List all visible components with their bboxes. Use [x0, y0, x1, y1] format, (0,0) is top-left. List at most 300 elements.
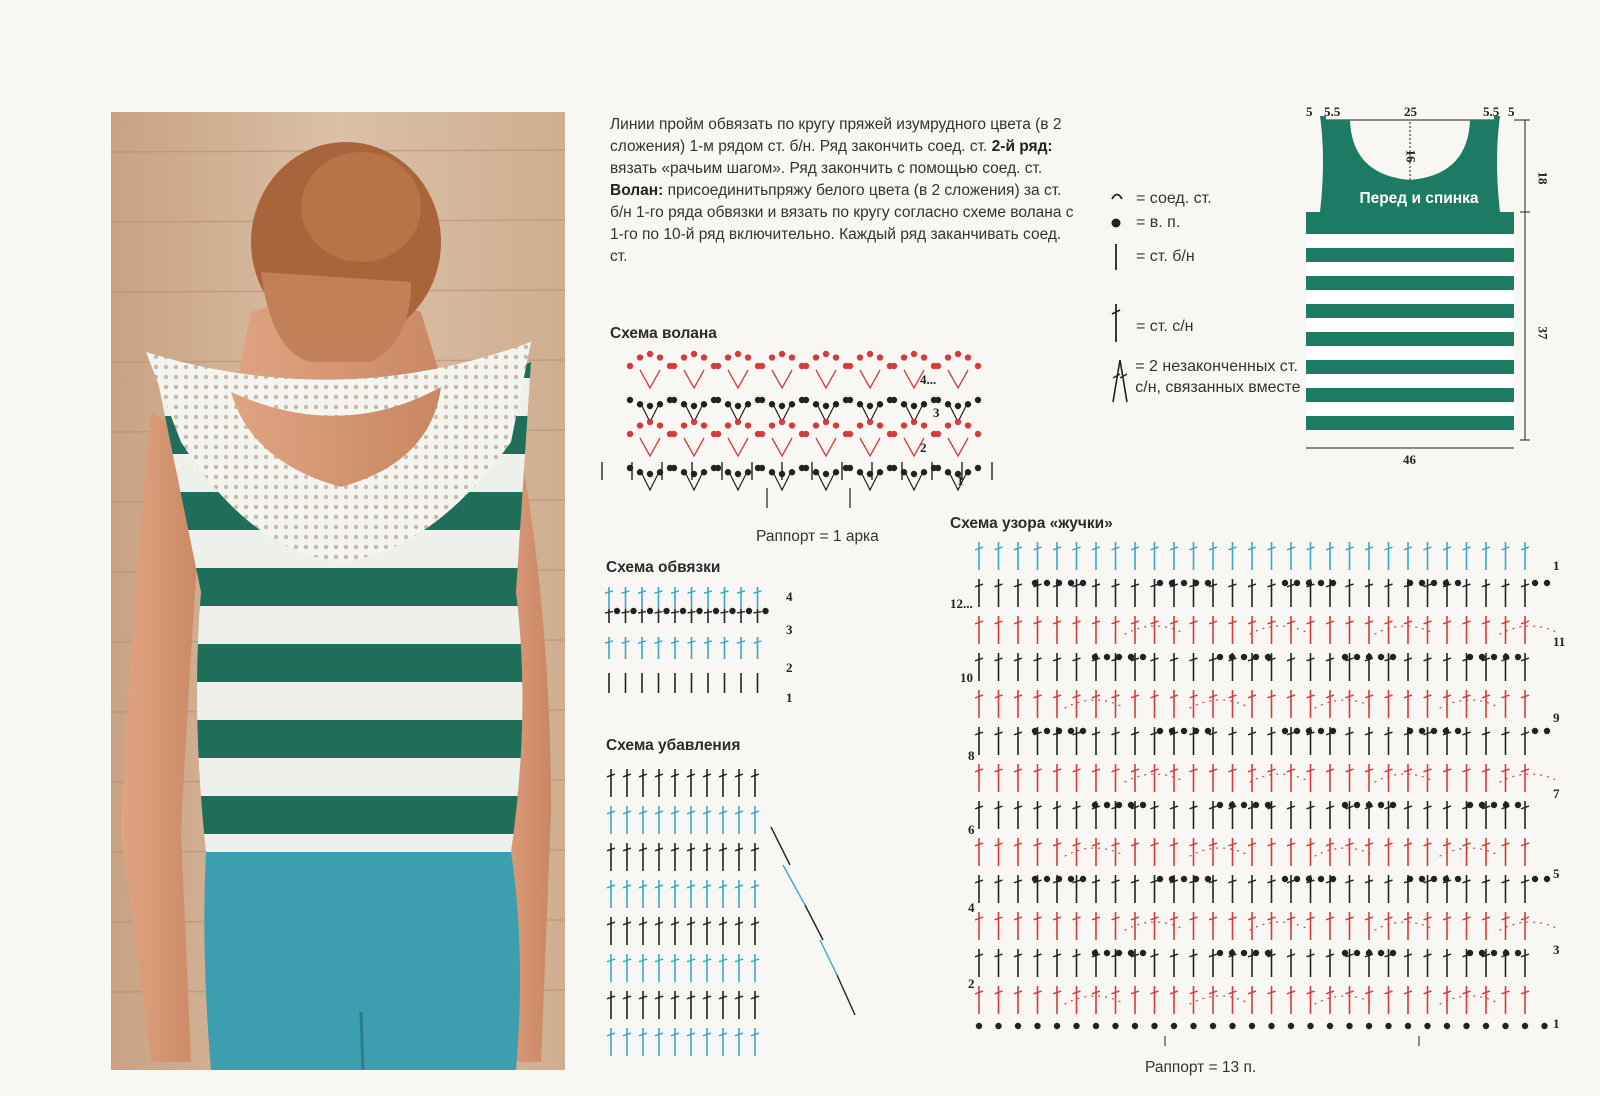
beetle-arc — [1440, 996, 1500, 1004]
beetle-arc — [1190, 700, 1250, 708]
chain-stitch — [1491, 950, 1497, 956]
ruffle-row-label: 4... — [920, 372, 937, 387]
decrease-diagonal — [805, 905, 823, 940]
chain-stitch — [745, 354, 751, 360]
chain-stitch — [813, 422, 819, 428]
chain-stitch — [735, 419, 741, 425]
chain-stitch — [1171, 1023, 1177, 1029]
chain-stitch — [1479, 950, 1485, 956]
chain-stitch — [1463, 1023, 1469, 1029]
chain-stitch — [833, 354, 839, 360]
chain-stitch — [975, 363, 981, 369]
model-photo — [111, 112, 565, 1070]
double-crochet-bar — [754, 612, 762, 613]
beetle-row-label-left: 8 — [968, 748, 975, 763]
garment-label: Перед и спинка — [1359, 190, 1479, 207]
single-crochet-icon — [1110, 242, 1136, 277]
chain-stitch — [1378, 802, 1384, 808]
chain-stitch — [867, 351, 873, 357]
edging-row-label: 3 — [786, 622, 793, 637]
chain-stitch — [833, 422, 839, 428]
chain-stitch — [1044, 876, 1050, 882]
chain-stitch — [1140, 950, 1146, 956]
chain-stitch — [1068, 876, 1074, 882]
ruffle-fan — [948, 438, 968, 456]
ruffle-fan — [728, 370, 748, 388]
chain-icon — [1110, 212, 1136, 235]
decrease-diagonal — [771, 827, 790, 865]
chain-stitch — [975, 465, 981, 471]
chain-stitch — [955, 403, 961, 409]
chain-stitch — [1068, 728, 1074, 734]
chain-stitch — [1205, 580, 1211, 586]
chain-stitch — [1092, 802, 1098, 808]
chain-stitch — [701, 354, 707, 360]
chain-stitch — [759, 397, 765, 403]
instructions-ruffle-label: Волан: — [610, 182, 664, 199]
chain-stitch — [759, 363, 765, 369]
ruffle-row-label: 2 — [920, 440, 927, 455]
chain-stitch — [1503, 950, 1509, 956]
chain-stitch — [867, 419, 873, 425]
chain-stitch — [779, 403, 785, 409]
chain-stitch — [1306, 876, 1312, 882]
chain-stitch — [1467, 950, 1473, 956]
chain-stitch — [1253, 950, 1259, 956]
chain-stitch — [1217, 654, 1223, 660]
chain-stitch — [1405, 1023, 1411, 1029]
decrease-chart — [605, 765, 875, 1075]
chain-stitch — [1128, 802, 1134, 808]
chain-stitch — [725, 354, 731, 360]
beetle-arc — [1440, 700, 1500, 708]
chain-stitch — [1467, 654, 1473, 660]
chain-stitch — [1541, 1023, 1547, 1029]
symbol-legend — [1110, 188, 1310, 426]
chain-stitch — [975, 397, 981, 403]
chain-stitch — [647, 471, 653, 477]
ruffle-fan — [860, 438, 880, 456]
beetle-row-label-left: 10 — [960, 670, 973, 685]
chain-stitch — [867, 403, 873, 409]
beetle-arc — [1440, 848, 1500, 856]
chain-stitch — [746, 608, 752, 614]
chain-stitch — [1282, 580, 1288, 586]
chain-stitch — [715, 397, 721, 403]
chain-stitch — [921, 354, 927, 360]
chain-stitch — [681, 354, 687, 360]
chain-stitch — [1346, 1023, 1352, 1029]
chain-stitch — [1544, 728, 1550, 734]
chain-stitch — [691, 419, 697, 425]
ruffle-row-label: 3 — [933, 405, 940, 420]
chain-stitch — [823, 351, 829, 357]
beetle-row-label-right: 7 — [1553, 786, 1560, 801]
chain-stitch — [1193, 580, 1199, 586]
chain-stitch — [1104, 802, 1110, 808]
chain-stitch — [1330, 728, 1336, 734]
chain-stitch — [1210, 1023, 1216, 1029]
garment-diagram — [1300, 100, 1560, 480]
chain-stitch — [663, 608, 669, 614]
chain-stitch — [1419, 876, 1425, 882]
chain-stitch — [1483, 1023, 1489, 1029]
chain-stitch — [1032, 728, 1038, 734]
instructions-p1: Линии пройм обвязать по кругу пряжей изумрудного цвета (в 2 сложения) 1-м рядом ст. б/н. Ряд закончить соед. ст. — [610, 116, 1062, 155]
chain-stitch — [1056, 876, 1062, 882]
ruffle-repeat: Раппорт = 1 арка — [756, 528, 879, 545]
double-crochet-bar — [671, 612, 679, 613]
chain-stitch — [1104, 654, 1110, 660]
chain-stitch — [1378, 654, 1384, 660]
chain-stitch — [1112, 1023, 1118, 1029]
chain-stitch — [1217, 950, 1223, 956]
chain-stitch — [1044, 728, 1050, 734]
chain-stitch — [1032, 876, 1038, 882]
dim-top-3: 25 — [1404, 104, 1417, 119]
chain-stitch — [1455, 580, 1461, 586]
chain-stitch — [847, 431, 853, 437]
ruffle-fan — [640, 370, 660, 388]
edging-title: Схема обвязки — [606, 559, 721, 576]
chain-stitch — [1034, 1023, 1040, 1029]
chain-stitch — [1366, 654, 1372, 660]
chain-stitch — [1515, 654, 1521, 660]
dim-width: 46 — [1403, 452, 1416, 467]
chain-stitch — [769, 354, 775, 360]
chain-stitch — [1265, 654, 1271, 660]
chain-stitch — [671, 431, 677, 437]
beetle-arc — [1250, 626, 1310, 634]
chain-stitch — [1282, 876, 1288, 882]
chain-stitch — [735, 403, 741, 409]
chain-stitch — [657, 422, 663, 428]
ruffle-fan — [816, 370, 836, 388]
chain-stitch — [1288, 1023, 1294, 1029]
chain-stitch — [1327, 1023, 1333, 1029]
ruffle-title: Схема волана — [610, 325, 717, 342]
ruffle-row-label: 1 — [957, 473, 964, 488]
chain-stitch — [1354, 802, 1360, 808]
chain-stitch — [1205, 876, 1211, 882]
instructions-text — [610, 114, 1075, 268]
chain-stitch — [955, 419, 961, 425]
instructions-p2: присоединитьпряжу белого цвета (в 2 сложения) за ст. б/н 1-го ряда обвязки и вязать по кругу согласно схеме волана с 1-го по 10-й ряд включительно. Каждый ряд заканчивать соед. ст. — [610, 182, 1074, 265]
ruffle-chart — [600, 350, 1040, 520]
chain-stitch — [1467, 802, 1473, 808]
chain-stitch — [1522, 1023, 1528, 1029]
decrease-diagonal — [783, 865, 805, 905]
chain-stitch — [935, 397, 941, 403]
chain-stitch — [877, 422, 883, 428]
chain-stitch — [691, 351, 697, 357]
chain-stitch — [955, 351, 961, 357]
chain-stitch — [1294, 580, 1300, 586]
chain-stitch — [1366, 950, 1372, 956]
chain-stitch — [823, 403, 829, 409]
chain-stitch — [681, 422, 687, 428]
chain-stitch — [1491, 654, 1497, 660]
chain-stitch — [1181, 580, 1187, 586]
chain-stitch — [1390, 654, 1396, 660]
chain-stitch — [745, 422, 751, 428]
chain-stitch — [1330, 876, 1336, 882]
chain-stitch — [762, 608, 768, 614]
chain-stitch — [1342, 950, 1348, 956]
chain-stitch — [1502, 1023, 1508, 1029]
double-crochet-bar — [605, 612, 613, 613]
chain-stitch — [637, 354, 643, 360]
dim-top-4: 5.5 — [1483, 104, 1500, 119]
edging-row-label: 2 — [786, 660, 793, 675]
chain-stitch — [614, 608, 620, 614]
chain-stitch — [847, 363, 853, 369]
chain-stitch — [995, 1023, 1001, 1029]
chain-stitch — [1443, 876, 1449, 882]
beetle-arc — [1250, 774, 1310, 782]
double-crochet-icon — [1110, 302, 1136, 349]
beetle-row-label-left: 12... — [950, 596, 973, 611]
chain-stitch — [1407, 876, 1413, 882]
chain-stitch — [1532, 580, 1538, 586]
double-crochet-bar — [704, 612, 712, 613]
chain-stitch — [789, 422, 795, 428]
chain-stitch — [813, 354, 819, 360]
chain-stitch — [1282, 728, 1288, 734]
beetle-arc — [1190, 996, 1250, 1004]
chain-stitch — [713, 608, 719, 614]
chain-stitch — [1181, 728, 1187, 734]
chain-stitch — [965, 354, 971, 360]
chain-stitch — [847, 465, 853, 471]
chain-stitch — [680, 608, 686, 614]
beetle-arc — [1315, 700, 1375, 708]
chain-stitch — [1169, 580, 1175, 586]
chain-stitch — [1443, 580, 1449, 586]
chain-stitch — [1532, 876, 1538, 882]
dim-top-2: 5.5 — [1324, 104, 1341, 119]
chain-stitch — [1455, 876, 1461, 882]
chain-stitch — [945, 354, 951, 360]
chain-stitch — [691, 403, 697, 409]
chain-stitch — [1515, 950, 1521, 956]
chain-stitch — [1132, 1023, 1138, 1029]
chain-stitch — [847, 397, 853, 403]
chain-stitch — [1491, 802, 1497, 808]
decrease-diagonal — [820, 940, 837, 975]
beetle-arc — [1500, 922, 1555, 930]
chain-stitch — [1116, 950, 1122, 956]
chain-stitch — [1419, 728, 1425, 734]
ruffle-fan — [684, 370, 704, 388]
dc2tog-icon — [1110, 356, 1135, 411]
chain-stitch — [1080, 580, 1086, 586]
instructions-row2-label: 2-й ряд: — [991, 138, 1053, 155]
chain-stitch — [1366, 802, 1372, 808]
chain-stitch — [1265, 950, 1271, 956]
ruffle-fan — [728, 438, 748, 456]
chain-stitch — [725, 422, 731, 428]
chain-stitch — [779, 351, 785, 357]
beetle-row-label-right: 3 — [1553, 942, 1560, 957]
decrease-diagonal — [837, 975, 855, 1015]
chain-stitch — [1229, 950, 1235, 956]
chain-stitch — [1073, 1023, 1079, 1029]
chain-stitch — [1056, 580, 1062, 586]
double-crochet-bar — [655, 612, 663, 613]
chain-stitch — [911, 351, 917, 357]
chain-stitch — [1503, 802, 1509, 808]
legend-item: = ст. с/н — [1110, 302, 1310, 352]
chain-stitch — [1116, 802, 1122, 808]
chain-stitch — [1241, 802, 1247, 808]
chain-stitch — [1318, 876, 1324, 882]
chain-stitch — [1054, 1023, 1060, 1029]
dim-armhole-height: 18 — [1535, 171, 1551, 185]
chain-stitch — [1169, 876, 1175, 882]
chain-stitch — [1431, 876, 1437, 882]
chain-stitch — [1241, 654, 1247, 660]
chain-stitch — [671, 363, 677, 369]
double-crochet-bar — [622, 612, 630, 613]
beetle-row-label-left: 2 — [968, 976, 975, 991]
chain-stitch — [715, 363, 721, 369]
chain-stitch — [1093, 1023, 1099, 1029]
chain-stitch — [1268, 1023, 1274, 1029]
chain-stitch — [1294, 876, 1300, 882]
chain-stitch — [1157, 728, 1163, 734]
chain-stitch — [901, 354, 907, 360]
chain-stitch — [671, 397, 677, 403]
chain-stitch — [1140, 802, 1146, 808]
dim-top-1: 5 — [1306, 104, 1313, 119]
chain-stitch — [976, 1023, 982, 1029]
chain-stitch — [1306, 728, 1312, 734]
chain-stitch — [1169, 728, 1175, 734]
ruffle-fan — [816, 438, 836, 456]
chain-stitch — [729, 608, 735, 614]
slip-stitch-icon — [1110, 188, 1136, 207]
chain-stitch — [1181, 876, 1187, 882]
dim-top-5: 5 — [1508, 104, 1515, 119]
beetle-arc — [1500, 626, 1555, 634]
chain-stitch — [891, 397, 897, 403]
chain-stitch — [901, 422, 907, 428]
chain-stitch — [1092, 950, 1098, 956]
chain-stitch — [1479, 802, 1485, 808]
beetle-row-label-right: 11 — [1553, 634, 1566, 649]
beetle-arc — [1375, 626, 1435, 634]
chain-stitch — [1407, 728, 1413, 734]
chain-stitch — [1249, 1023, 1255, 1029]
edging-chart — [605, 585, 805, 710]
chain-stitch — [657, 354, 663, 360]
double-crochet-bar — [638, 612, 646, 613]
beetle-title: Схема узора «жучки» — [950, 515, 1113, 532]
beetle-arc — [1190, 848, 1250, 856]
chain-stitch — [1390, 802, 1396, 808]
chain-stitch — [945, 422, 951, 428]
chain-stitch — [823, 419, 829, 425]
chain-stitch — [1104, 950, 1110, 956]
chain-stitch — [1443, 728, 1449, 734]
chain-stitch — [759, 431, 765, 437]
chain-stitch — [1190, 1023, 1196, 1029]
chain-stitch — [935, 465, 941, 471]
chain-stitch — [1193, 876, 1199, 882]
chain-stitch — [911, 403, 917, 409]
chain-stitch — [647, 351, 653, 357]
dim-body-height: 37 — [1535, 326, 1551, 340]
chain-stitch — [1354, 950, 1360, 956]
chain-stitch — [803, 431, 809, 437]
chain-stitch — [1229, 654, 1235, 660]
chain-stitch — [1407, 580, 1413, 586]
edging-row-label: 4 — [786, 589, 793, 604]
beetle-arc — [1375, 774, 1435, 782]
chain-stitch — [630, 608, 636, 614]
chain-stitch — [1515, 802, 1521, 808]
chain-stitch — [1151, 1023, 1157, 1029]
chain-stitch — [1444, 1023, 1450, 1029]
chain-stitch — [1378, 950, 1384, 956]
chain-stitch — [1342, 654, 1348, 660]
double-crochet-bar — [737, 612, 745, 613]
chain-stitch — [1157, 580, 1163, 586]
ruffle-fan — [860, 370, 880, 388]
ruffle-fan — [640, 438, 660, 456]
beetle-row-label-left: 4 — [968, 900, 975, 915]
beetle-arc — [1250, 922, 1310, 930]
chain-stitch — [823, 471, 829, 477]
dim-neck-depth: 16 — [1403, 149, 1419, 163]
chain-stitch — [1544, 876, 1550, 882]
legend-item: = 2 незаконченных ст. с/н, связанных вместе — [1110, 356, 1310, 426]
chain-stitch — [891, 465, 897, 471]
chain-stitch — [647, 608, 653, 614]
chain-stitch — [647, 403, 653, 409]
beetle-row-label-right: 5 — [1553, 866, 1560, 881]
chain-stitch — [1265, 802, 1271, 808]
chain-stitch — [857, 422, 863, 428]
beetle-repeat: Раппорт = 13 п. — [1145, 1059, 1257, 1076]
legend-item: = ст. б/н — [1110, 242, 1310, 302]
chain-stitch — [1217, 802, 1223, 808]
chain-stitch — [1229, 1023, 1235, 1029]
chain-stitch — [1503, 654, 1509, 660]
legend-item: = в. п. — [1110, 212, 1310, 242]
chain-stitch — [1140, 654, 1146, 660]
chain-stitch — [1128, 950, 1134, 956]
chain-stitch — [1080, 728, 1086, 734]
chain-stitch — [627, 397, 633, 403]
chain-stitch — [975, 431, 981, 437]
chain-stitch — [1455, 728, 1461, 734]
beetle-row-label-right: 9 — [1553, 710, 1560, 725]
beetle-arc — [1315, 848, 1375, 856]
beetle-chart — [975, 540, 1555, 1050]
decrease-title: Схема убавления — [606, 737, 741, 754]
chain-stitch — [1342, 802, 1348, 808]
chain-stitch — [1253, 802, 1259, 808]
chain-stitch — [1390, 950, 1396, 956]
chain-stitch — [1157, 876, 1163, 882]
chain-stitch — [1419, 580, 1425, 586]
edging-row-label: 1 — [786, 690, 793, 705]
chain-stitch — [935, 431, 941, 437]
chain-stitch — [1253, 654, 1259, 660]
chain-stitch — [1544, 580, 1550, 586]
